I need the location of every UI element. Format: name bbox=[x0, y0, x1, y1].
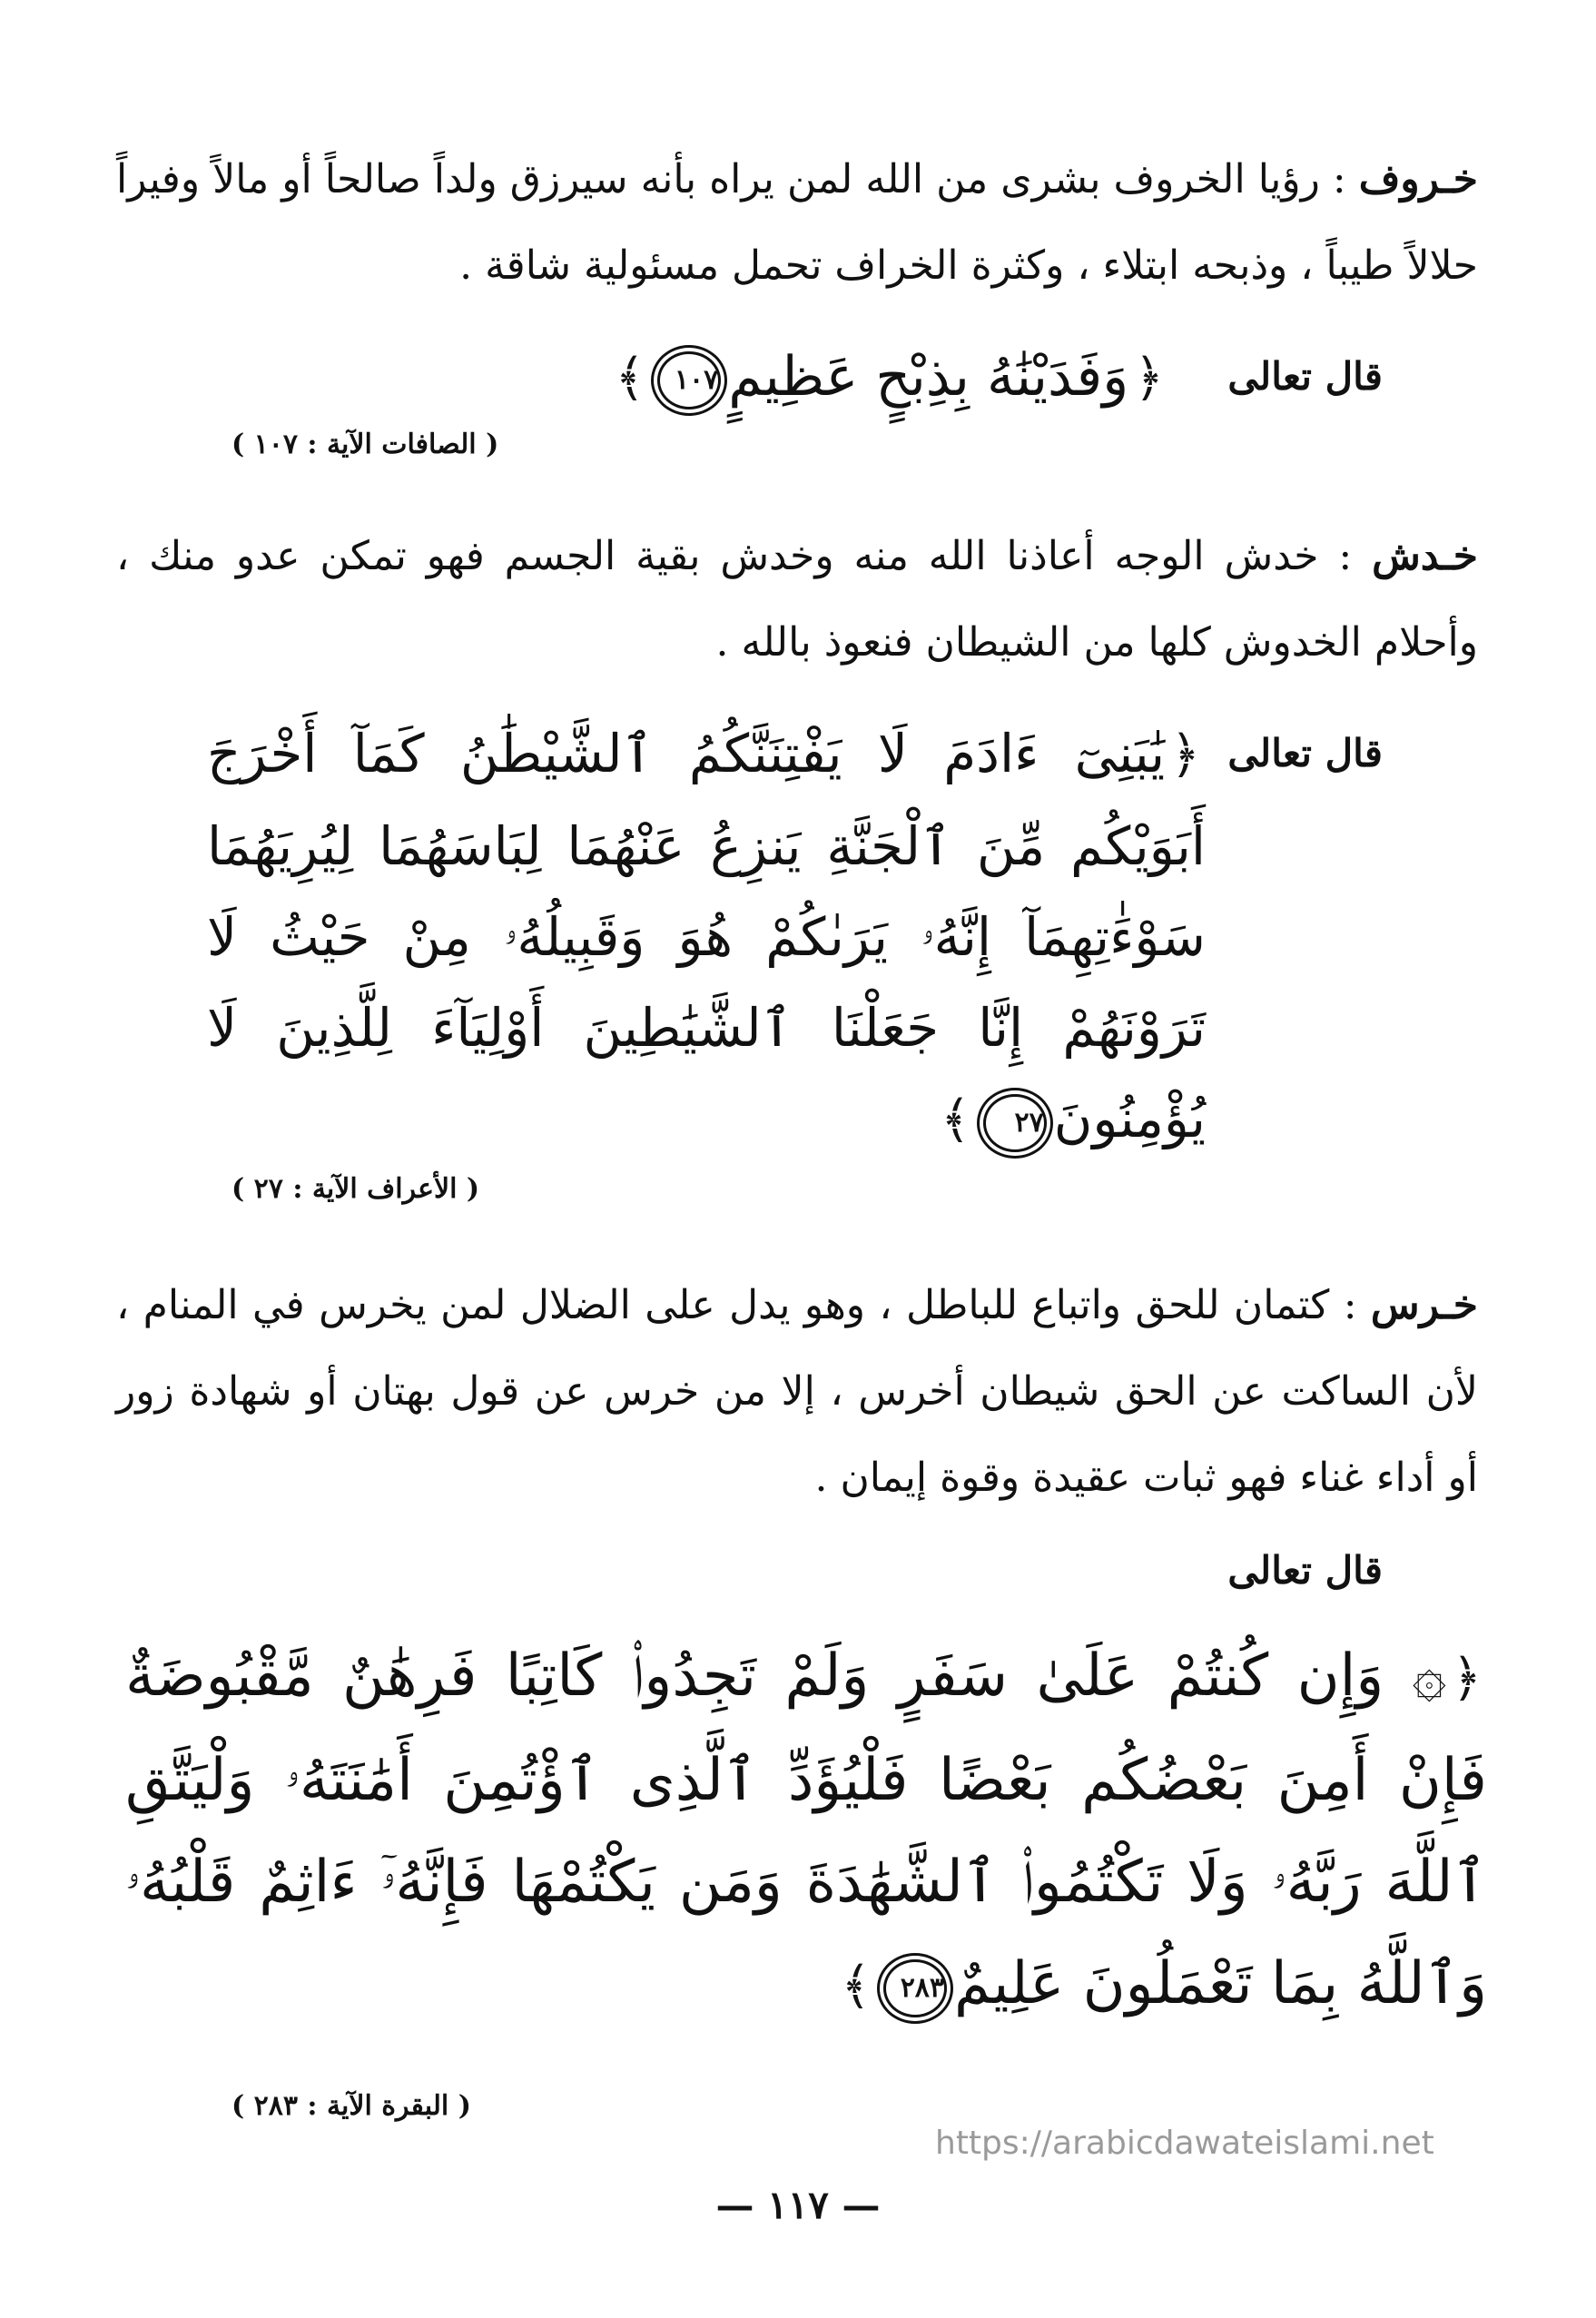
entry-term: خـدش bbox=[1372, 533, 1478, 579]
ayah-number-medallion: ٢٨٣ bbox=[883, 1959, 947, 2017]
ayah-number-medallion: ١٠٧ bbox=[657, 351, 721, 409]
verse-reference: ( الأعراف الآية : ٢٧ ) bbox=[232, 1173, 480, 1205]
verse-close-bracket: ﴾ bbox=[940, 1090, 970, 1149]
verse-close-bracket: ﴾ bbox=[615, 349, 645, 408]
verse-intro: قال تعالى bbox=[1227, 731, 1383, 775]
verse-baqarah bbox=[125, 1625, 1487, 2037]
verse-araf bbox=[207, 708, 1206, 1166]
verse-intro: قال تعالى bbox=[1227, 354, 1383, 399]
verse-open-bracket: ﴿ bbox=[1134, 349, 1164, 408]
entry-scratch bbox=[116, 513, 1478, 686]
verse-text: يَٰبَنِىٓ ءَادَمَ لَا يَفْتِنَنَّكُمُ ٱلشَّيْطَٰنُ كَمَآ أَخْرَجَ أَبَوَيْكُم مِّنَ ٱلْجَنَّةِ يَنزِعُ عَنْهُمَا لِبَاسَهُمَا لِيُرِيَهُمَا سَوْءَٰتِهِمَآ إِنَّهُۥ يَرَىٰكُمْ هُوَ وَقَبِيلُهُۥ مِنْ حَيْثُ لَا تَرَوْنَهُمْ إِنَّا جَعَلْنَا ٱلشَّيَٰطِينَ أَوْلِيَآءَ لِلَّذِينَ لَا يُؤْمِنُونَ bbox=[207, 723, 1206, 1149]
entry-sheep bbox=[116, 136, 1478, 309]
verse-reference: ( البقرة الآية : ٢٨٣ ) bbox=[232, 2090, 471, 2122]
ayah-number-medallion: ٢٧ bbox=[983, 1094, 1047, 1152]
verse-reference: ( الصافات الآية : ١٠٧ ) bbox=[232, 429, 499, 460]
watermark-url: https://arabicdawateislami.net bbox=[935, 2125, 1434, 2162]
verse-close-bracket: ﴾ bbox=[841, 1957, 872, 2016]
verse-open-bracket: ﴿ bbox=[1452, 1649, 1482, 1708]
page-number: — ١١٧ — bbox=[715, 2183, 881, 2227]
entry-term: خـروف bbox=[1358, 156, 1478, 202]
verse-text: ۞ وَإِن كُنتُمْ عَلَىٰ سَفَرٍ وَلَمْ تَجِدُوا۟ كَاتِبًا فَرِهَٰنٌ مَّقْبُوضَةٌ فَإِنْ أَمِنَ بَعْضُكُم بَعْضًا فَلْيُؤَدِّ ٱلَّذِى ٱؤْتُمِنَ أَمَٰنَتَهُۥ وَلْيَتَّقِ ٱللَّهَ رَبَّهُۥ وَلَا تَكْتُمُوا۟ ٱلشَّهَٰدَةَ وَمَن يَكْتُمْهَا فَإِنَّهُۥٓ ءَاثِمٌ قَلْبُهُۥ وَٱللَّهُ بِمَا تَعْمَلُونَ عَلِيمٌ bbox=[125, 1642, 1487, 2017]
entry-text: : خدش الوجه أعاذنا الله منه وخدش بقية الجسم فهو تمكن عدو منك ، وأحلام الخدوش كلها من الشيطان فنعوذ بالله . bbox=[116, 533, 1478, 666]
verse-open-bracket: ﴿ bbox=[1170, 725, 1200, 784]
entry-text: : كتمان للحق واتباع للباطل ، وهو يدل على الضلال لمن يخرس في المنام ، لأن الساكت عن الحق شيطان أخرس ، إلا من خرس عن قول بهتان أو شهادة زور أو أداء غناء فهو ثبات عقيدة وقوة إيمان . bbox=[116, 1282, 1478, 1501]
entry-term: خـرس bbox=[1370, 1282, 1478, 1328]
verse-intro: قال تعالى bbox=[1227, 1548, 1383, 1593]
entry-muteness bbox=[116, 1262, 1478, 1521]
entry-text: : رؤيا الخروف بشرى من الله لمن يراه بأنه سيرزق ولداً صالحاً أو مالاً وفيراً حلالاً طيباً ، وذبحه ابتلاء ، وكثرة الخراف تحمل مسئولية شاقة . bbox=[116, 156, 1478, 289]
verse-text: وَفَدَيْنَٰهُ بِذِبْحٍ عَظِيمٍ bbox=[728, 345, 1129, 409]
verse-saffat bbox=[153, 331, 1169, 424]
